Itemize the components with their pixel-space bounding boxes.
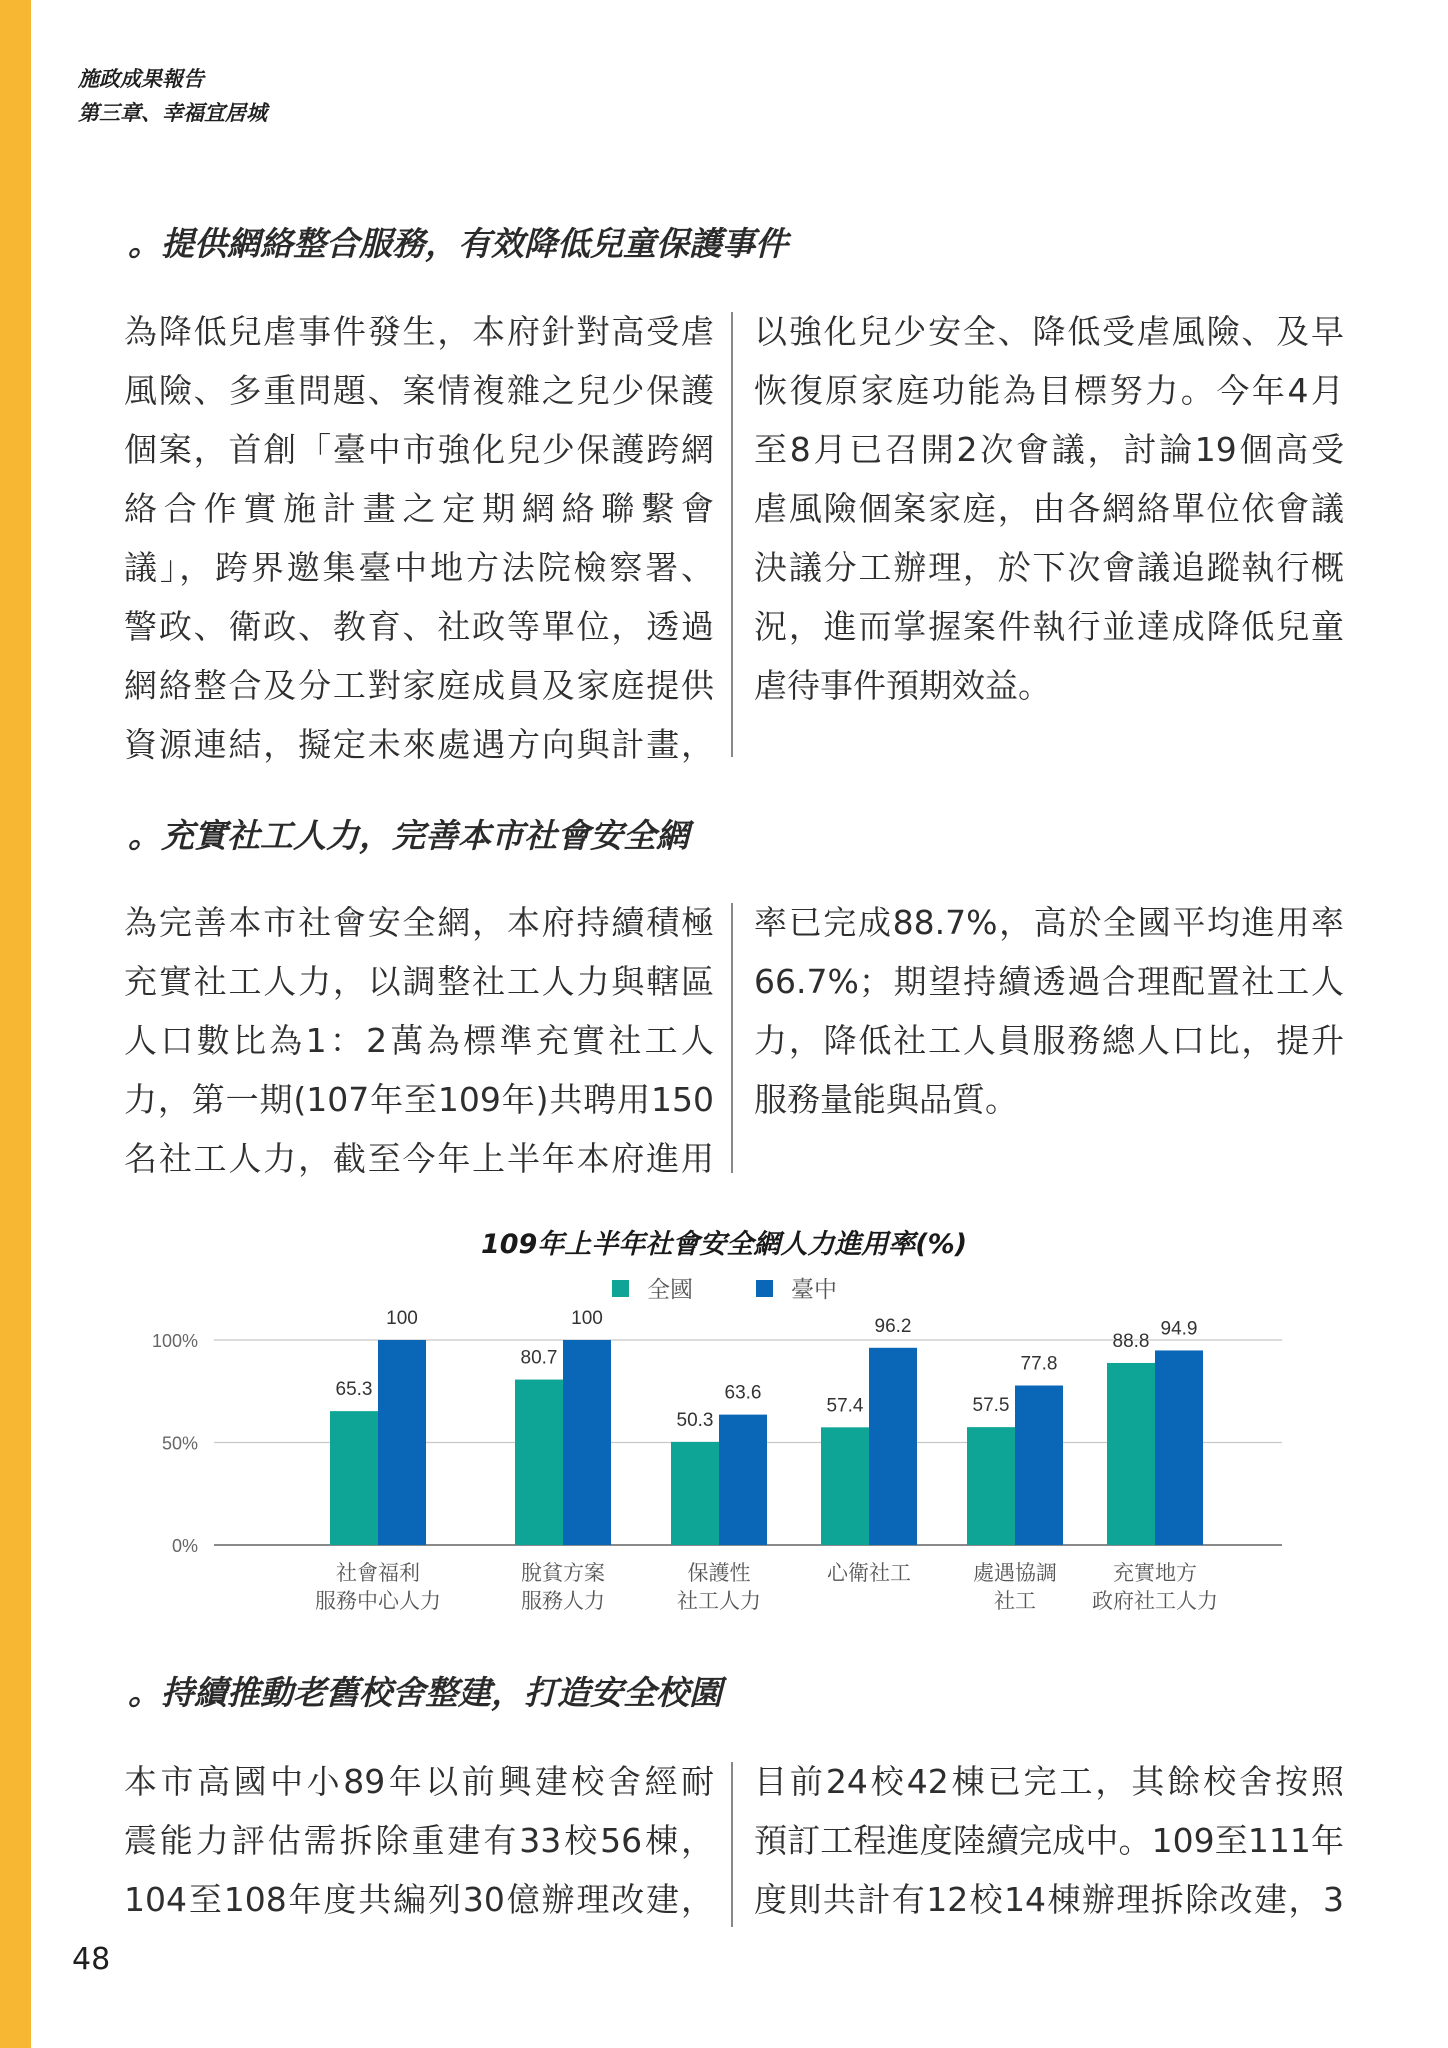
text-line: 資源連結，擬定未來處遇方向與計畫，	[124, 725, 714, 764]
bar-national	[967, 1427, 1015, 1545]
legend-swatch	[756, 1280, 773, 1297]
text-line: 服務量能與品質。	[754, 1080, 1018, 1119]
x-tick-label: 政府社工人力	[1092, 1590, 1218, 1613]
bar-taichung	[1155, 1350, 1203, 1545]
data-label: 88.8	[1112, 1330, 1150, 1352]
text-line: 本市高國中小89年以前興建校舍經耐	[124, 1762, 714, 1801]
text-line: 104至108年度共編列30億辦理改建，	[124, 1880, 714, 1919]
section-heading-child-protection: 。提供網絡整合服務，有效降低兒童保護事件	[128, 224, 788, 263]
bar-national	[821, 1427, 869, 1545]
x-tick-label: 社工人力	[677, 1590, 761, 1613]
side-color-bar	[0, 0, 31, 2048]
text-line: 充實社工人力，以調整社工人力與轄區	[124, 962, 714, 1001]
x-tick-label: 社工	[994, 1590, 1036, 1613]
data-label: 96.2	[874, 1315, 912, 1337]
legend-swatch	[612, 1280, 629, 1297]
text-line: 力，第一期(107年至109年)共聘用150	[124, 1080, 714, 1119]
data-label: 63.6	[724, 1382, 762, 1404]
bar-taichung	[563, 1340, 611, 1545]
text-line: 絡合作實施計畫之定期網絡聯繫會	[124, 489, 714, 528]
bar-national	[671, 1442, 719, 1545]
data-label: 57.4	[826, 1395, 864, 1417]
page-header	[78, 62, 267, 130]
text-line: 目前24校42棟已完工，其餘校舍按照	[754, 1762, 1344, 1801]
text-line: 風險、多重問題、案情複雜之兒少保護	[124, 371, 714, 410]
text-line: 率已完成88.7%，高於全國平均進用率	[754, 903, 1344, 942]
text-line: 預訂工程進度陸續完成中。109至111年	[754, 1821, 1344, 1860]
section-1-left-column	[124, 302, 714, 774]
data-label: 94.9	[1160, 1318, 1198, 1340]
text-line: 至8月已召開2次會議，討論19個高受	[754, 430, 1344, 469]
x-tick-label: 心衛社工	[827, 1562, 911, 1585]
text-line: 以強化兒少安全、降低受虐風險、及早	[754, 312, 1344, 351]
data-label: 100	[571, 1308, 603, 1329]
x-tick-label: 服務人力	[521, 1590, 605, 1613]
bar-taichung	[869, 1348, 917, 1545]
x-tick-label: 處遇協調	[973, 1562, 1057, 1585]
data-label: 50.3	[676, 1409, 714, 1431]
bar-taichung	[1015, 1386, 1063, 1545]
section-heading-social-workers: 。充實社工人力，完善本市社會安全網	[128, 816, 689, 855]
data-label: 57.5	[972, 1395, 1010, 1417]
text-line: 虐風險個案家庭，由各網絡單位依會議	[754, 489, 1344, 528]
x-tick-label: 保護性	[687, 1562, 751, 1585]
report-title: 施政成果報告	[78, 67, 204, 91]
bar-national	[515, 1380, 563, 1545]
section-1-right-column	[754, 302, 1344, 715]
chart-title: 109年上半年社會安全網人力進用率(%)	[480, 1229, 968, 1260]
chapter-title: 第三章、幸福宜居城	[78, 101, 267, 125]
text-line: 警政、衛政、教育、社政等單位，透過	[124, 607, 714, 646]
data-label: 100	[386, 1308, 418, 1329]
section-2-left-column	[124, 893, 714, 1188]
section-heading-school-rebuild: 。持續推動老舊校舍整建，打造安全校園	[128, 1673, 722, 1712]
text-line: 況，進而掌握案件執行並達成降低兒童	[754, 607, 1344, 646]
data-label: 77.8	[1020, 1353, 1058, 1375]
y-tick-label: 100%	[151, 1331, 198, 1351]
text-line: 度則共計有12校14棟辦理拆除改建，3	[754, 1880, 1344, 1919]
y-tick-label: 50%	[161, 1433, 198, 1454]
section-3-right-column	[754, 1752, 1344, 1929]
text-line: 決議分工辦理，於下次會議追蹤執行概	[754, 548, 1344, 587]
x-tick-label: 脫貧方案	[521, 1562, 605, 1585]
text-line: 力，降低社工人員服務總人口比，提升	[754, 1021, 1344, 1060]
text-line: 虐待事件預期效益。	[754, 666, 1051, 705]
text-line: 震能力評估需拆除重建有33校56棟，	[124, 1821, 714, 1860]
text-line: 66.7%；期望持續透過合理配置社工人	[754, 962, 1344, 1001]
column-divider	[731, 903, 733, 1173]
data-label: 65.3	[335, 1379, 373, 1401]
y-tick-label: 0%	[171, 1536, 198, 1556]
x-tick-label: 服務中心人力	[315, 1590, 441, 1613]
bar-national	[330, 1411, 378, 1545]
text-line: 恢復原家庭功能為目標努力。今年4月	[754, 371, 1344, 410]
text-line: 為降低兒虐事件發生，本府針對高受虐	[124, 312, 714, 351]
legend-label: 臺中	[791, 1276, 837, 1302]
x-tick-label: 社會福利	[336, 1562, 420, 1585]
bar-taichung	[378, 1340, 426, 1545]
bar-taichung	[719, 1415, 767, 1545]
page-number: 48	[72, 1942, 111, 1977]
column-divider	[731, 1762, 733, 1927]
section-2-right-column	[754, 893, 1344, 1129]
text-line: 網絡整合及分工對家庭成員及家庭提供	[124, 666, 714, 705]
legend-label: 全國	[647, 1276, 693, 1302]
text-line: 人口數比為1：2萬為標準充實社工人	[124, 1021, 714, 1060]
text-line: 個案，首創「臺中市強化兒少保護跨網	[124, 430, 714, 469]
bar-national	[1107, 1363, 1155, 1545]
x-tick-label: 充實地方	[1113, 1562, 1197, 1585]
text-line: 為完善本市社會安全網，本府持續積極	[124, 903, 714, 942]
text-line: 議」，跨界邀集臺中地方法院檢察署、	[124, 548, 714, 587]
section-3-left-column	[124, 1752, 714, 1929]
column-divider	[731, 312, 733, 757]
text-line: 名社工人力，截至今年上半年本府進用	[124, 1139, 714, 1178]
data-label: 80.7	[520, 1347, 558, 1369]
